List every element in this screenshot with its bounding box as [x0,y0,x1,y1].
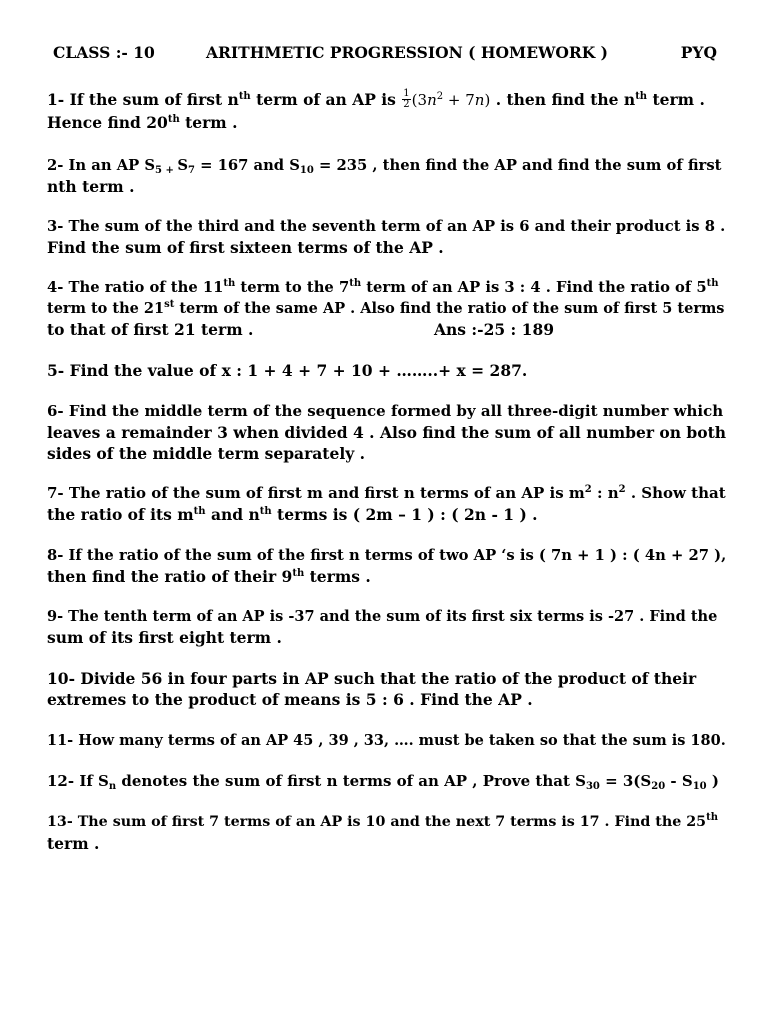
question-9-line-2: sum of its first eight term . [47,628,282,647]
class-label: CLASS :- 10 [53,43,155,62]
question-2 [47,155,727,197]
question-2-line-1: 2- In an AP $S_{5 +}$ $S_7 = 167$ and $S_{10} = 235$ , then find the AP and find the sum of first [47,157,722,176]
question-8-line-1: 8- If the ratio of the sum of the first n terms of two AP ‘s is ( 7n + 1 ) : ( 4n + 27 ), [47,547,727,564]
question-1-line-1: 1- If the sum of first $n^{th}$ term of an AP is $\frac{1}{2}$ $(3n^2 + 7n)$ . then find the $n^{th}$ term . [47,87,705,110]
sum-formula: $(3n^2 + 7n)$ [411,91,491,109]
question-8-line-2: then find the ratio of their 9th terms . [47,567,371,586]
question-4-line-1: 4- The ratio of the 11th term to the 7th term of an AP is 3 : 4 . Find the ratio of 5th [47,278,719,296]
question-13-line-2: term . [47,834,100,853]
answer-note: Ans :-25 : 189 [434,320,555,339]
question-4-line-3: to that of first 21 term . Ans :-25 : 189 [47,320,555,339]
question-5 [47,360,727,381]
page-header [53,43,717,65]
question-5-line-1: 5- Find the value of x : 1 + 4 + 7 + 10 + ……..+ x = 287. [47,361,528,380]
question-7 [47,483,727,525]
question-10 [47,668,727,710]
question-12-line-1: 12- If $S_n$ denotes the sum of first n terms of an AP , Prove that $S_{30} = 3(S_{20} - S_{10}$ ) [47,772,719,792]
question-7-line-2: the ratio of its $m^{th}$ and $n^{th}$ terms is ( 2m – 1 ) : ( 2n - 1 ) . [47,505,538,524]
question-10-line-1: 10- Divide 56 in four parts in AP such that the ratio of the product of their [47,669,697,688]
question-10-line-2: extremes to the product of means is 5 : 6 . Find the AP . [47,690,533,709]
question-11-line-1: 11- How many terms of an AP 45 , 39 , 33, …. must be taken so that the sum is 180. [47,732,726,749]
question-6-line-3: sides of the middle term separately . [47,444,366,463]
question-4 [47,277,727,340]
question-12 [47,771,727,792]
question-3-line-1: 3- The sum of the third and the seventh term of an AP is 6 and their product is 8 . [47,218,726,235]
question-6-line-2: leaves a remainder 3 when divided 4 . Also find the sum of all number on both [47,423,727,442]
question-3-line-2: Find the sum of first sixteen terms of the AP . [47,238,444,257]
question-4-line-2: term to the 21st term of the same AP . Also find the ratio of the sum of first 5 terms [47,299,725,317]
fraction-half: $\frac{1}{2}$ [403,87,410,110]
question-9 [47,606,727,648]
question-1 [47,89,727,133]
question-1-line-2: Hence find 20th term . [47,112,238,132]
question-3 [47,216,727,258]
question-8 [47,545,727,587]
question-6-line-1: 6- Find the middle term of the sequence formed by all three-digit number which [47,402,724,420]
question-9-line-1: 9- The tenth term of an AP is -37 and the sum of its first six terms is -27 . Find the [47,608,718,625]
question-2-line-2: nth term . [47,177,135,196]
pyq-tag: PYQ [680,43,717,62]
worksheet-title: ARITHMETIC PROGRESSION ( HOMEWORK ) [206,43,609,62]
question-6 [47,401,727,464]
question-13-line-1: 13- The sum of first 7 terms of an AP is 10 and the next 7 terms is 17 . Find the 25th [47,812,718,830]
question-13 [47,812,727,854]
question-11 [47,730,727,751]
question-7-line-1: 7- The ratio of the sum of first m and first n terms of an AP is $m^2$ : $n^2$ . Show that [47,484,726,502]
